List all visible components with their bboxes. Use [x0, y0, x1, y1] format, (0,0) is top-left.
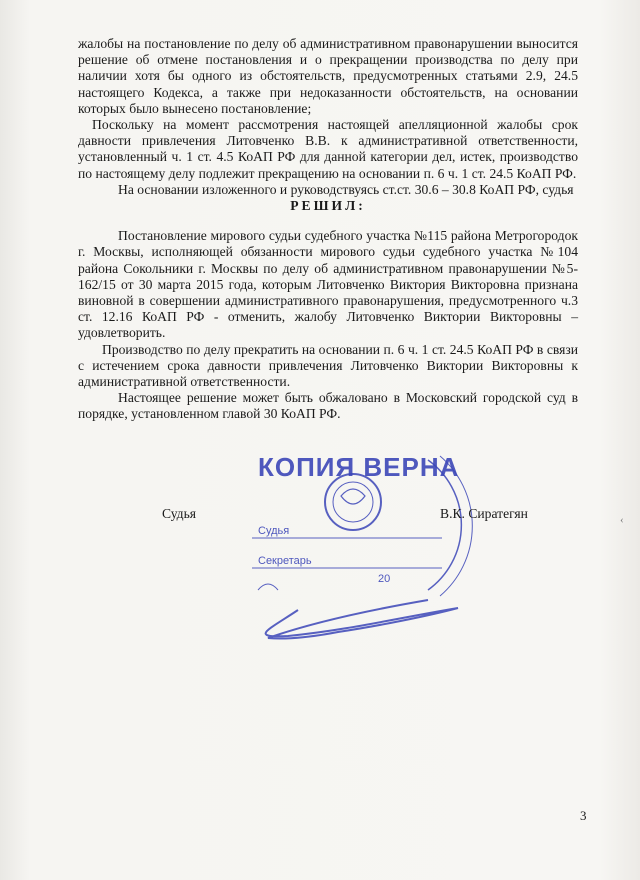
paragraph-6: Настоящее решение может быть обжаловано в Московский городской суд в порядке, установленном главой 30 КоАП РФ.: [78, 390, 578, 422]
document-body: [78, 36, 578, 423]
stamp-title: КОПИЯ ВЕРНА: [258, 452, 460, 482]
stamp-secretary-label: Секретарь: [258, 555, 312, 567]
decision-heading: РЕШИЛ:: [290, 198, 366, 214]
margin-mark: ‹: [620, 514, 624, 526]
signature-row: [0, 506, 640, 526]
stamp-year: 20: [378, 573, 391, 585]
signature-name: В.К. Сиратегян: [440, 506, 528, 521]
paragraph-5: Производство по делу прекратить на основании п. 6 ч. 1 ст. 24.5 КоАП РФ в связи с истечением срока давности привлечения Литовченко Виктории Викторовны к административной ответственности.: [78, 341, 578, 390]
page-number: 3: [580, 808, 587, 823]
signature-scribble: [266, 600, 458, 639]
paragraph-1: жалобы на постановление по делу об административном правонарушении выносится решение об отмене постановления и о прекращении производства по делу при наличии хотя бы одного из обстоятельств, предусмотренных статьями 2.9, 24.5 настоящего Кодекса, а также при недоказанности обстоятельств, на основании которых было вынесено постановление;: [78, 36, 578, 116]
paragraph-4: Постановление мирового судьи судебного участка №115 района Метрогородок г. Москвы, исполняющей обязанности мирового судьи судебного участка №104 района Сокольники г. Москвы по делу об административном правонарушении №5-162/15 от 30 марта 2015 года, которым Литовченко Виктория Викторовна признана виновной в совершении административного правонарушения, предусмотренного ч.3 ст. 12.16 КоАП РФ - отменить, жалобу Литовченко Виктории Викторовны – удовлетворить.: [78, 228, 578, 341]
signature-label: Судья: [162, 506, 197, 521]
paragraph-3: На основании изложенного и руководствуясь ст.ст. 30.6 – 30.8 КоАП РФ, судья: [118, 181, 574, 197]
paragraph-2: Поскольку на момент рассмотрения настоящей апелляционной жалобы срок давности привлечения Литовченко В.В. к административной ответственности, установленный ч. 1 ст. 4.5 КоАП РФ для данной категории дел, истек, производство по настоящему делу подлежит прекращению на основании п. 6 ч. 1 ст. 24.5 КоАП РФ.: [78, 117, 578, 181]
stamp-copy-certified: [228, 440, 478, 660]
stamp-judge-label: Судья: [258, 525, 290, 537]
